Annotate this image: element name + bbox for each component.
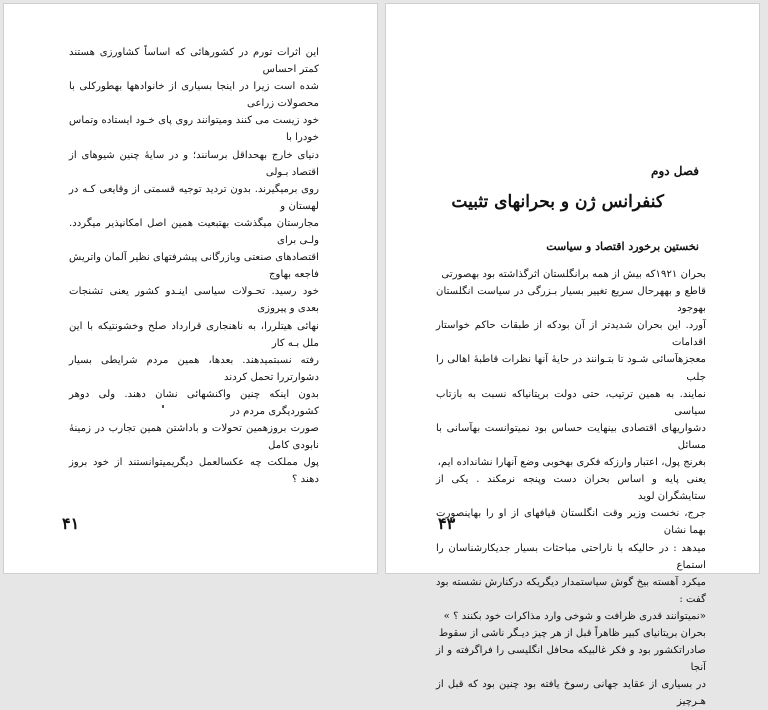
text-line: روی برمیگیرند. بدون تردید توجیه قسمتی از وقایعی کـه در لهستان و xyxy=(69,183,319,212)
text-line: نمایند. به همین ترتیب، حتی دولت بریتانیاکه نسبت به بازتاب سیاسی xyxy=(436,388,706,417)
text-line: بدون اینکه چنین واکنشهائی نشان دهند. ولی دوهر کشوردیگری مردم در xyxy=(69,388,319,417)
text-line: رفته نسبتمیدهند. بعدها، همین مردم شرایطی بسیار دشوارتررا تحمل کردند xyxy=(69,354,319,383)
text-line: میکرد آهسته بیخ گوش سیاستمدار دیگریکه درکنارش نشسته بود گفت : xyxy=(436,576,706,605)
text-line: اقتصادهای صنعتی وبازرگانی پیشرفتهای نظیر آلمان واتریش فاجعه بهاوج xyxy=(69,252,319,281)
text-line: صورت بروزهمین تحولات و باداشتن همین تجارب در زمینهٔ نابودی کامل xyxy=(69,423,319,452)
chapter-title: کنفرانس ژن و بحرانهای تثبیت xyxy=(451,192,664,212)
left-page xyxy=(3,3,378,574)
text-line: خود رسید. تحـولات سیاسی اینـدو کشور یعنی تشنجات بعدی و پیروزی xyxy=(69,286,319,315)
text-line: بغرنج پول، اعتبار وارزکه فکری بهخوبی وضع آنهارا نشانداده ایم، xyxy=(437,457,706,469)
chapter-label: فصل دوم xyxy=(651,164,699,178)
text-line: بحران ۱۹۲۱که بیش از همه برانگلستان اثرگذاشته بود بهصورتی xyxy=(441,269,706,280)
text-line: این اثرات تورم در کشورهائی که اساساً کشاورزی هستند کمتر احساس xyxy=(69,47,319,76)
text-line: میدهد : در حالیکه با ناراحتی مباحثات بسیار جدیکارشناسان را استماع xyxy=(436,542,706,571)
text-line: قاطع و بههرحال سریع تغییر بسیار بـزرگی در سیاست انگلستان بهوجود xyxy=(436,286,706,315)
text-line: صادراتکشور بود و فکر غالبیکه محافل انگلیسی را فراگرفته و از آنجا xyxy=(436,645,706,674)
text-line: نهائی هیتلررا، به ناهنجاری قرارداد صلح وخشونتیکه با این ملل بـه کار xyxy=(69,320,319,349)
text-line: جرج، نخست وزیر وقت انگلستان قیافهای از او را بهاینصورت بهما نشان xyxy=(436,508,706,537)
text-line: معجزهآسائی شـود تا بتـوانند در حایهٔ آنها نظرات قاطبهٔ اهالی را جلب xyxy=(436,354,706,383)
page-number: ۴۱ xyxy=(62,514,80,533)
text-line: خود زیست می کنند ومیتوانند روی پای خـود ایستاده وتماس خودرا با xyxy=(69,115,319,144)
section-heading: نخستین برخورد اقتصاد و سیاست xyxy=(546,240,699,253)
text-line: یعنی پایه و اساس بحران دست وپنجه نرمکند . یکی از ستایشگران لوید xyxy=(436,474,706,503)
text-line: مجارستان میگذشت بهتبعیت همین اصل امکانپذیر میگردد. ولـی برای xyxy=(69,217,319,247)
text-line: دنیای خارج بهحداقل برسانند؛ و در سایهٔ چنین شیوهای از اقتصاد بـولی xyxy=(69,149,319,178)
text-line: «نمیتوانند قدری ظرافت و شوخی وارد مذاکرات خود بکنند ؟ » xyxy=(443,610,706,622)
right-page-body xyxy=(436,266,706,710)
page-number: ۴۳ xyxy=(438,514,456,533)
right-page xyxy=(385,3,760,708)
text-line: در بسیاری از عقاید جهانی رسوخ یافته بود چنین بود که قبل از هـرچیز xyxy=(436,679,706,708)
text-line: دشواریهای اقتصادی بینهایت حساس بود نمیتوانست بهآسانی با مسائل xyxy=(436,422,706,451)
text-line: آورد. این بحران شدیدتر از آن بودکه از طبقات حاکم خواستار اقدامات xyxy=(436,320,706,349)
text-line: بحران بریتانیای کبیر ظاهراً قبل از هر چیز دیـگر ناشی از سقوط xyxy=(438,627,706,639)
scan-speck xyxy=(162,405,164,408)
text-line: شده است زیرا در اینجا بسیاری از خانوادهها بهطورکلی با محصولات زراعی xyxy=(69,81,319,110)
text-line: پول مملکت چه عکسالعمل دیگریمیتوانستند از خود بروز دهند ؟ xyxy=(69,457,319,486)
left-page-body xyxy=(69,44,319,488)
